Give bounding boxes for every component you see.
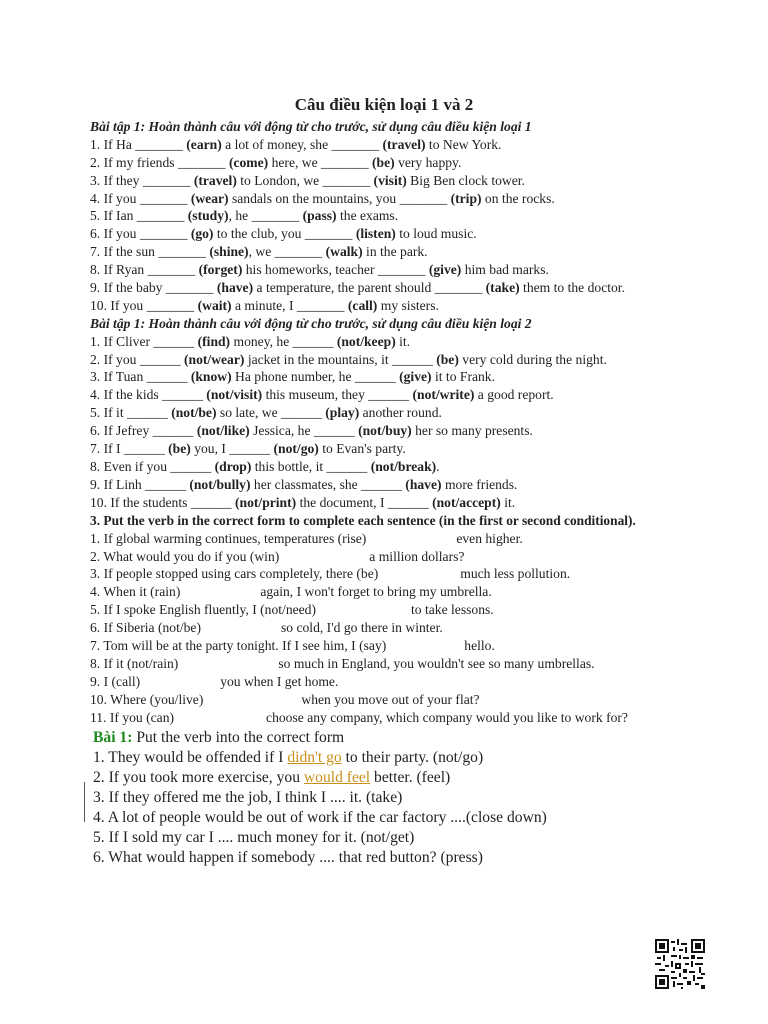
verb-prompt: (take) xyxy=(485,280,520,296)
item-text: a lot of money, she _______ xyxy=(221,136,383,152)
exercise-item xyxy=(90,673,678,691)
item-text: it. xyxy=(500,494,516,510)
item-text: 7. If the sun _______ xyxy=(90,244,210,260)
item-text: , he _______ xyxy=(228,208,303,224)
verb-prompt: (study) xyxy=(187,208,229,224)
item-text: very cold during the night. xyxy=(458,351,607,367)
item-text: 3. If Tuan ______ xyxy=(90,369,191,385)
exercise-item xyxy=(90,172,678,190)
verb-prompt: (not/keep) xyxy=(336,333,396,349)
verb-prompt: (not/write) xyxy=(412,387,475,403)
item-text: a temperature, the parent should _______ xyxy=(253,280,486,296)
item-text: another round. xyxy=(359,405,442,421)
verb-prompt: (go) xyxy=(190,226,214,242)
item-text: 7. If I ______ xyxy=(90,441,169,457)
exercise-item xyxy=(90,279,678,297)
section1-heading: Bài tập 1: Hoàn thành câu với động từ cho trước, sử dụng câu điều kiện loại 1 xyxy=(90,119,532,134)
item-text: 4. If the kids ______ xyxy=(90,387,207,403)
verb-prompt: (have) xyxy=(405,476,442,492)
verb-prompt: (not/print) xyxy=(235,494,297,510)
item-text: to loud music. xyxy=(395,226,477,242)
item-text: Jessica, he ______ xyxy=(249,423,359,439)
exercise-item xyxy=(90,691,678,709)
item-text: Big Ben clock tower. xyxy=(406,172,525,188)
verb-prompt: (have) xyxy=(216,280,254,296)
exercise-item xyxy=(90,404,678,422)
item-text: 4. A lot of people would be out of work if the car factory ....(close down) xyxy=(93,809,547,827)
item-text: 1. If Cliver ______ xyxy=(90,333,198,349)
section2-heading: Bài tập 1: Hoàn thành câu với động từ cho trước, sử dụng câu điều kiện loại 2 xyxy=(90,315,532,331)
item-text: so cold, I'd go there in winter. xyxy=(280,620,443,636)
exercise-item xyxy=(90,440,678,458)
filled-answer: would feel xyxy=(303,769,371,787)
item-text: 4. When it (rain) xyxy=(90,584,181,600)
item-text: this bottle, it ______ xyxy=(251,458,371,474)
verb-prompt: (give) xyxy=(428,262,462,278)
item-text: to their party. (not/go) xyxy=(341,749,484,767)
item-text: 2. If you ______ xyxy=(90,351,185,367)
item-text: to take lessons. xyxy=(411,602,494,618)
text-cursor xyxy=(84,782,85,822)
item-text: 5. If Ian _______ xyxy=(90,208,188,224)
item-text: 5. If it ______ xyxy=(90,405,172,421)
verb-prompt: (visit) xyxy=(373,172,407,188)
verb-prompt: (not/break) xyxy=(370,458,437,474)
item-text: the exams. xyxy=(336,208,399,224)
item-text: it. xyxy=(395,333,411,349)
verb-prompt: (know) xyxy=(190,369,232,385)
exercise-item xyxy=(90,548,678,566)
item-text: his homeworks, teacher _______ xyxy=(242,262,429,278)
item-text: 6. If Jefrey ______ xyxy=(90,423,197,439)
verb-prompt: (not/visit) xyxy=(206,387,263,403)
exercise-item xyxy=(90,637,678,655)
verb-prompt: (pass) xyxy=(302,208,337,224)
exercise-item xyxy=(90,748,678,768)
item-text: a million dollars? xyxy=(369,548,465,564)
exercise-item xyxy=(90,565,678,583)
item-text: hello. xyxy=(464,637,495,653)
exercise-item xyxy=(90,768,678,788)
item-text: 6. If Siberia (not/be) xyxy=(90,620,201,636)
item-text: her classmates, she ______ xyxy=(250,476,406,492)
verb-prompt: (trip) xyxy=(450,190,482,206)
exercise-item xyxy=(90,351,678,369)
verb-prompt: (listen) xyxy=(355,226,396,242)
section2-list xyxy=(90,333,678,512)
exercise-item xyxy=(90,655,678,673)
item-text: 9. If the baby _______ xyxy=(90,280,217,296)
verb-prompt: (drop) xyxy=(214,458,252,474)
item-text: 7. Tom will be at the party tonight. If I see him, I (say) xyxy=(90,637,387,653)
item-text: 9. I (call) xyxy=(90,673,141,689)
item-text: to the club, you _______ xyxy=(213,226,356,242)
item-text: him bad marks. xyxy=(461,262,549,278)
item-text: money, he ______ xyxy=(230,333,337,349)
verb-prompt: (not/accept) xyxy=(432,494,501,510)
item-text: the document, I ______ xyxy=(296,494,433,510)
exercise-item xyxy=(90,458,678,476)
item-text: this museum, they ______ xyxy=(262,387,413,403)
item-text: to London, we _______ xyxy=(236,172,374,188)
exercise-item xyxy=(90,828,678,848)
item-text: you when I get home. xyxy=(220,673,339,689)
verb-prompt: (give) xyxy=(399,369,432,385)
verb-prompt: (earn) xyxy=(186,136,222,152)
exercise-item xyxy=(90,297,678,315)
item-text: 6. What would happen if somebody .... that red button? (press) xyxy=(93,849,483,867)
section3-list xyxy=(90,530,678,727)
item-text: sandals on the mountains, you _______ xyxy=(228,190,451,206)
bai1-instruction: Put the verb into the correct form xyxy=(132,729,345,747)
verb-prompt: (be) xyxy=(372,154,395,170)
item-text: so much in England, you wouldn't see so many umbrellas. xyxy=(278,655,595,671)
item-text: to Evan's party. xyxy=(318,441,406,457)
item-text: on the rocks. xyxy=(481,190,555,206)
filled-answer: didn't go xyxy=(287,749,342,767)
verb-prompt: (wait) xyxy=(197,297,232,313)
item-text: it to Frank. xyxy=(431,369,495,385)
exercise-item xyxy=(90,530,678,548)
item-text: . xyxy=(436,458,440,474)
verb-prompt: (not/like) xyxy=(196,423,250,439)
item-text: 5. If I sold my car I .... much money for it. (not/get) xyxy=(93,829,415,847)
item-text: again, I won't forget to bring my umbrella. xyxy=(260,584,492,600)
item-text: jacket in the mountains, it ______ xyxy=(244,351,437,367)
item-text: 1. They would be offended if I xyxy=(93,749,288,767)
item-text: 2. If you took more exercise, you xyxy=(93,769,304,787)
exercise-item xyxy=(90,619,678,637)
section3-heading: 3. Put the verb in the correct form to complete each sentence (in the first or second conditional). xyxy=(90,512,636,528)
item-text: 11. If you (can) xyxy=(90,709,175,725)
exercise-item xyxy=(90,808,678,828)
verb-prompt: (be) xyxy=(436,351,459,367)
item-text: 5. If I spoke English fluently, I (not/need) xyxy=(90,602,317,618)
item-text: better. (feel) xyxy=(370,769,451,787)
bai1-heading xyxy=(90,728,678,748)
worksheet xyxy=(90,94,678,868)
exercise-item xyxy=(90,190,678,208)
item-text: 8. If Ryan _______ xyxy=(90,262,199,278)
item-text: 10. If the students ______ xyxy=(90,494,235,510)
item-text: 8. If it (not/rain) xyxy=(90,655,179,671)
item-text: 4. If you _______ xyxy=(90,190,191,206)
exercise-item xyxy=(90,476,678,494)
exercise-item xyxy=(90,601,678,619)
verb-prompt: (not/wear) xyxy=(184,351,245,367)
bai1-label: Bài 1: xyxy=(93,729,133,747)
item-text: my sisters. xyxy=(377,297,439,313)
item-text: a minute, I _______ xyxy=(231,297,348,313)
exercise-item xyxy=(90,848,678,868)
item-text: 3. If they _______ xyxy=(90,172,194,188)
exercise-item xyxy=(90,368,678,386)
item-text: choose any company, which company would you like to work for? xyxy=(266,709,628,725)
item-text: so late, we ______ xyxy=(216,405,326,421)
item-text: when you move out of your flat? xyxy=(301,691,480,707)
verb-prompt: (walk) xyxy=(325,244,363,260)
item-text: more friends. xyxy=(441,476,518,492)
verb-prompt: (wear) xyxy=(190,190,229,206)
item-text: 3. If people stopped using cars completely, there (be) xyxy=(90,566,379,582)
item-text: in the park. xyxy=(362,244,428,260)
verb-prompt: (not/go) xyxy=(273,441,319,457)
exercise-item xyxy=(90,788,678,808)
exercise-item xyxy=(90,386,678,404)
verb-prompt: (play) xyxy=(325,405,360,421)
exercise-item xyxy=(90,583,678,601)
verb-prompt: (not/buy) xyxy=(358,423,412,439)
item-text: to New York. xyxy=(425,136,502,152)
item-text: even higher. xyxy=(456,530,523,546)
item-text: a good report. xyxy=(474,387,554,403)
item-text: here, we _______ xyxy=(268,154,373,170)
exercise-item xyxy=(90,494,678,512)
item-text: 1. If global warming continues, temperatures (rise) xyxy=(90,530,367,546)
qr-code-icon[interactable] xyxy=(655,939,705,989)
exercise-item xyxy=(90,333,678,351)
item-text: 3. If they offered me the job, I think I .... it. (take) xyxy=(93,789,403,807)
item-text: 1. If Ha _______ xyxy=(90,136,187,152)
verb-prompt: (travel) xyxy=(193,172,237,188)
exercise-item xyxy=(90,136,678,154)
verb-prompt: (shine) xyxy=(209,244,249,260)
verb-prompt: (not/bully) xyxy=(189,476,251,492)
verb-prompt: (be) xyxy=(168,441,191,457)
item-text: 2. If my friends _______ xyxy=(90,154,229,170)
bai1-section xyxy=(90,728,678,868)
exercise-item xyxy=(90,243,678,261)
item-text: them to the doctor. xyxy=(519,280,625,296)
item-text: 10. Where (you/live) xyxy=(90,691,204,707)
bai1-list xyxy=(90,748,678,868)
item-text: 10. If you _______ xyxy=(90,297,198,313)
item-text: 9. If Linh ______ xyxy=(90,476,190,492)
item-text: much less pollution. xyxy=(460,566,571,582)
verb-prompt: (come) xyxy=(228,154,269,170)
exercise-item xyxy=(90,207,678,225)
verb-prompt: (not/be) xyxy=(171,405,217,421)
section1-list xyxy=(90,136,678,315)
item-text: 2. What would you do if you (win) xyxy=(90,548,280,564)
item-text: you, I ______ xyxy=(190,441,274,457)
verb-prompt: (find) xyxy=(197,333,231,349)
item-text: 6. If you _______ xyxy=(90,226,191,242)
exercise-item xyxy=(90,709,678,727)
verb-prompt: (forget) xyxy=(198,262,243,278)
exercise-item xyxy=(90,261,678,279)
item-text: 8. Even if you ______ xyxy=(90,458,215,474)
exercise-item xyxy=(90,422,678,440)
item-text: her so many presents. xyxy=(411,423,533,439)
verb-prompt: (travel) xyxy=(382,136,426,152)
item-text: Ha phone number, he ______ xyxy=(231,369,400,385)
verb-prompt: (call) xyxy=(347,297,378,313)
page-title: Câu điều kiện loại 1 và 2 xyxy=(294,95,474,114)
item-text: , we _______ xyxy=(248,244,326,260)
exercise-item xyxy=(90,154,678,172)
exercise-item xyxy=(90,225,678,243)
item-text: very happy. xyxy=(394,154,462,170)
